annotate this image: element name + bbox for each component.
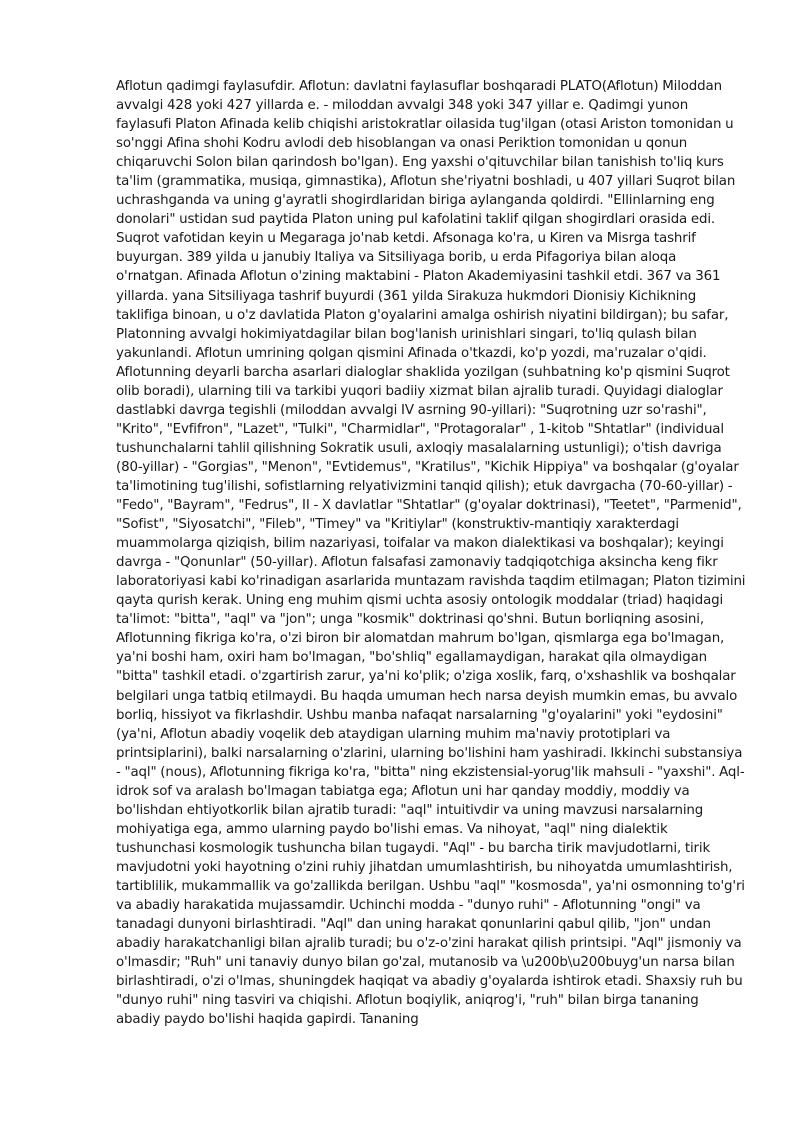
body-paragraph: Aflotun qadimgi faylasufdir. Aflotun: davlatni faylasuflar boshqaradi PLATO(Aflotun) Miloddan avvalgi 428 yoki 427 yillarda e. - miloddan avvalgi 348 yoki 347 yillar e. Qadimgi yunon faylasufi Platon Afinada kelib chiqishi aristokratlar oilasida tug'ilgan (otasi Ariston tomonidan u so'nggi Afina shohi Kodru avlodi deb hisoblangan va onasi Periktion tomonidan u qonun chiqaruvchi Solon bilan qarindosh bo'lgan). Eng yaxshi o'qituvchilar bilan tanishish to'liq kurs ta'lim (grammatika, musiqa, gimnastika), Aflotun she'riyatni boshladi, u 407 yillari Suqrot bilan uchrashganda va uning g'ayratli shogirdlaridan biriga aylanganda qoldirdi. "Ellinlarning eng donolari" ustidan sud paytida Platon uning pul kafolatini taklif qilgan shogirdlari orasida edi. Suqrot vafotidan keyin u Megaraga jo'nab ketdi. Afsonaga ko'ra, u Kiren va Misrga tashrif buyurgan. 389 yilda u janubiy Italiya va Sitsiliyaga borib, u erda Pifagoriya bilan aloqa o'rnatgan. Afinada Aflotun o'zining maktabini - Platon Akademiyasini tashkil etdi. 367 va 361 yillarda. yana Sitsiliyaga tashrif buyurdi (361 yilda Sirakuza hukmdori Dionisiy Kichikning taklifiga binoan, u o'z davlatida Platon g'oyalarini amalga oshirish niyatini bildirgan); bu safar, Platonning avvalgi hokimiyatdagilar bilan bog'lanish urinishlari singari, to'liq qulash bilan yakunlandi. Aflotun umrining qolgan qismini Afinada o'tkazdi, ko'p yozdi, ma'ruzalar o'qidi. Aflotunning deyarli barcha asarlari dialoglar shaklida yozilgan (suhbatning ko'p qismini Suqrot olib boradi), ularning tili va tarkibi yuqori badiiy xizmat bilan ajralib turadi. Quyidagi dialoglar dastlabki davrga tegishli (miloddan avvalgi IV asrning 90-yillari): "Suqrotning uzr so'rashi", "Krito", "Evfifron", "Lazet", "Tulki", "Charmidlar", "Protagoralar" , 1-kitob "Shtatlar" (individual tushunchalarni tahlil qilishning Sokratik usuli, axloqiy masalalarning ustunligi); o'tish davriga (80-yillar) - "Gorgias", "Menon", "Evtidemus", "Kratilus", "Kichik Hippiya" va boshqalar (g'oyalar ta'limotining tug'ilishi, sofistlarning relyativizmini tanqid qilish); etuk davrgacha (70-60-yillar) - "Fedo", "Bayram", "Fedrus", II - X davlatlar "Shtatlar" (g'oyalar doktrinasi), "Teetet", "Parmenid", "Sofist", "Siyosatchi", "Fileb", "Timey" va "Kritiylar" (konstruktiv-mantiqiy xarakterdagi muammolarga qiziqish, bilim nazariyasi, toifalar va makon dialektikasi va boshqalar); keyingi davrga - "Qonunlar" (50-yillar). Aflotun falsafasi zamonaviy tadqiqotchiga aksincha keng fikr laboratoriyasi kabi ko'rinadigan asarlarida muntazam ravishda taqdim etilmagan; Platon tizimini qayta qurish kerak. Uning eng muhim qismi uchta asosiy ontologik moddalar (triad) haqidagi ta'limot: "bitta", "aql" va "jon"; unga "kosmik" doktrinasi qo'shni. Butun borliqning asosini, Aflotunning fikriga ko'ra, o'zi biron bir alomatdan mahrum bo'lgan, qismlarga ega bo'lmagan, ya'ni boshi ham, oxiri ham bo'lmagan, "bo'shliq" egallamaydigan, harakat qila olmaydigan "bitta" tashkil etadi. o'zgartirish zarur, ya'ni ko'plik; o'ziga xoslik, farq, o'xshashlik va boshqalar belgilari unga tatbiq etilmaydi. Bu haqda umuman hech narsa deyish mumkin emas, bu avvalo borliq, hissiyot va fikrlashdir. Ushbu manba nafaqat narsalarning "g'oyalarini" yoki "eydosini" (ya'ni, Aflotun abadiy voqelik deb ataydigan ularning muhim ma'naviy prototiplari va printsiplarini), balki narsalarning o'zlarini, ularning bo'lishini ham yashiradi. Ikkinchi substansiya - "aql" (nous), Aflotunning fikriga ko'ra, "bitta" ning ekzistensial-yorug'lik mahsuli - "yaxshi". Aql-idrok sof va aralash bo'lmagan tabiatga ega; Aflotun uni har qanday moddiy, moddiy va bo'lishdan ehtiyotkorlik bilan ajratib turadi: "aql" intuitivdir va uning mavzusi narsalarning mohiyatiga ega, ammo ularning paydo bo'lishi emas. Va nihoyat, "aql" ning dialektik tushunchasi kosmologik tushuncha bilan tugaydi. "Aql" - bu barcha tirik mavjudotlarni, tirik mavjudotni yoki hayotning o'zini ruhiy jihatdan umumlashtirish, bu nihoyatda umumlashtirish, tartiblilik, mukammallik va go'zallikda berilgan. Ushbu "aql" "kosmosda", ya'ni osmonning to'g'ri va abadiy harakatida mujassamdir. Uchinchi modda - "dunyo ruhi" - Aflotunning "ongi" va tanadagi dunyoni birlashtiradi. "Aql" dan uning harakat qonunlarini qabul qilib, "jon" undan abadiy harakatchanligi bilan ajralib turadi; bu o'z-o'zini harakat qilish printsipi. "Aql" jismoniy va o'lmasdir; "Ruh" uni tanaviy dunyo bilan go'zal, mutanosib va \u200b\u200buyg'un narsa bilan birlashtiradi, o'zi o'lmas, shuningdek haqiqat va abadiy g'oyalarda ishtirok etadi. Shaxsiy ruh bu "dunyo ruhi" ning tasviri va chiqishi. Aflotun boqiylik, aniqrog'i, "ruh" bilan birga tananing abadiy paydo bo'lishi haqida gapirdi. Tananing xyxy=(116,79,746,1028)
